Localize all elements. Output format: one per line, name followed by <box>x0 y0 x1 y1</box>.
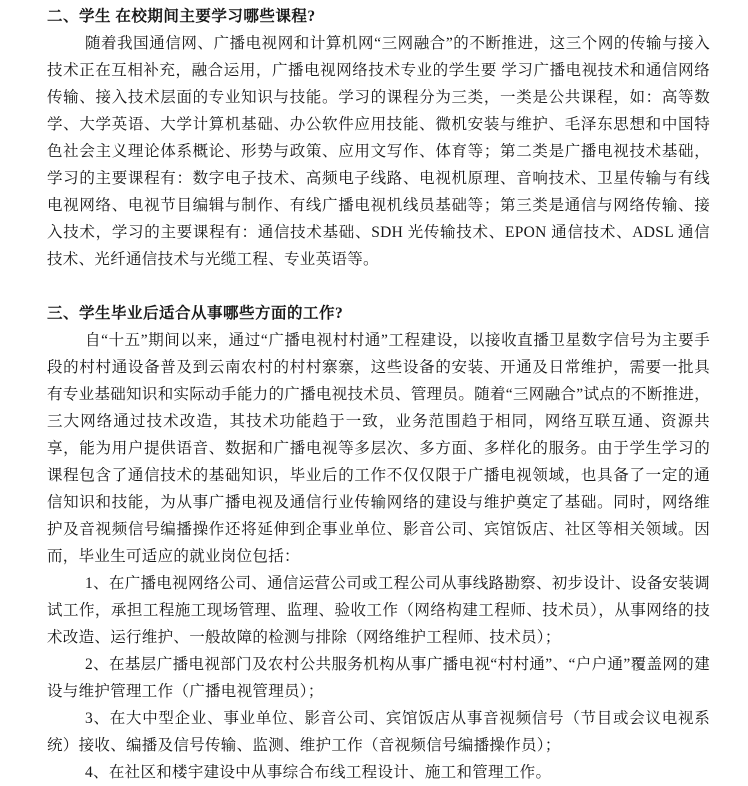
section-3-heading: 三、学生毕业后适合从事哪些方面的工作? <box>47 305 344 322</box>
section-2-heading: 二、学生 在校期间主要学习哪些课程? <box>47 8 316 25</box>
section-3-paragraph-overview: 自“十五”期间以来，通过“广播电视村村通”工程建设，以接收直播卫星数字信号为主要手段的村村通设备普及到云南农村的村村寨寨，这些设备的安装、开通及日常维护，需要一批具有专业基础知识和实际动手能力的广播电视技术员、管理员。随着“三网融合”试点的不断推进，三大网络通过技术改造，其技术功能趋于一致，业务范围趋于相同，网络互联互通、资源共享，能为用户提供语音、数据和广播电视等多层次、多方面、多样化的服务。由于学生学习的课程包含了通信技术的基础知识，毕业后的工作不仅仅限于广播电视领域，也具备了一定的通信知识和技能，为从事广播电视及通信行业传输网络的建设与维护奠定了基础。同时，网络维护及音视频信号编播操作还将延伸到企事业单位、影音公司、宾馆饭店、社区等相关领域。因而，毕业生可适应的就业岗位包括： <box>47 332 710 565</box>
section-2-paragraph-courses: 随着我国通信网、广播电视网和计算机网“三网融合”的不断推进，这三个网的传输与接入技术正在互相补充，融合运用，广播电视网络技术专业的学生要 学习广播电视技术和通信网络传输、接入技术层面的专业知识与技能。学习的课程分为三类，一类是公共课程，如：高等数学、大学英语、大学计算机基础、办公软件应用技能、微机安装与维护、毛泽东思想和中国特色社会主义理论体系概论、形势与政策、应用文写作、体育等；第二类是广播电视技术基础，学习的主要课程有：数字电子技术、高频电子线路、电视机原理、音响技术、卫星传输与有线电视网络、电视节目编辑与制作、有线广播电视机线员基础等；第三类是通信与网络传输、接入技术，学习的主要课程有：通信技术基础、SDH 光传输技术、EPON 通信技术、ADSL 通信技术、光纤通信技术与光缆工程、专业英语等。 <box>47 35 710 268</box>
job-item-4: 4、在社区和楼宇建设中从事综合布线工程设计、施工和管理工作。 <box>85 764 552 781</box>
job-item-3: 3、在大中型企业、事业单位、影音公司、宾馆饭店从事音视频信号（节目或会议电视系统）接收、编播及信号传输、监测、维护工作（音视频信号编播操作员）； <box>47 710 710 754</box>
job-item-1: 1、在广播电视网络公司、通信运营公司或工程公司从事线路勘察、初步设计、设备安装调试工作，承担工程施工现场管理、监理、验收工作（网络构建工程师、技术员），从事网络的技术改造、运行维护、一般故障的检测与排除（网络维护工程师、技术员）； <box>47 575 710 646</box>
job-item-2: 2、在基层广播电视部门及农村公共服务机构从事广播电视“村村通”、“户户通”覆盖网的建设与维护管理工作（广播电视管理员）； <box>47 656 710 700</box>
